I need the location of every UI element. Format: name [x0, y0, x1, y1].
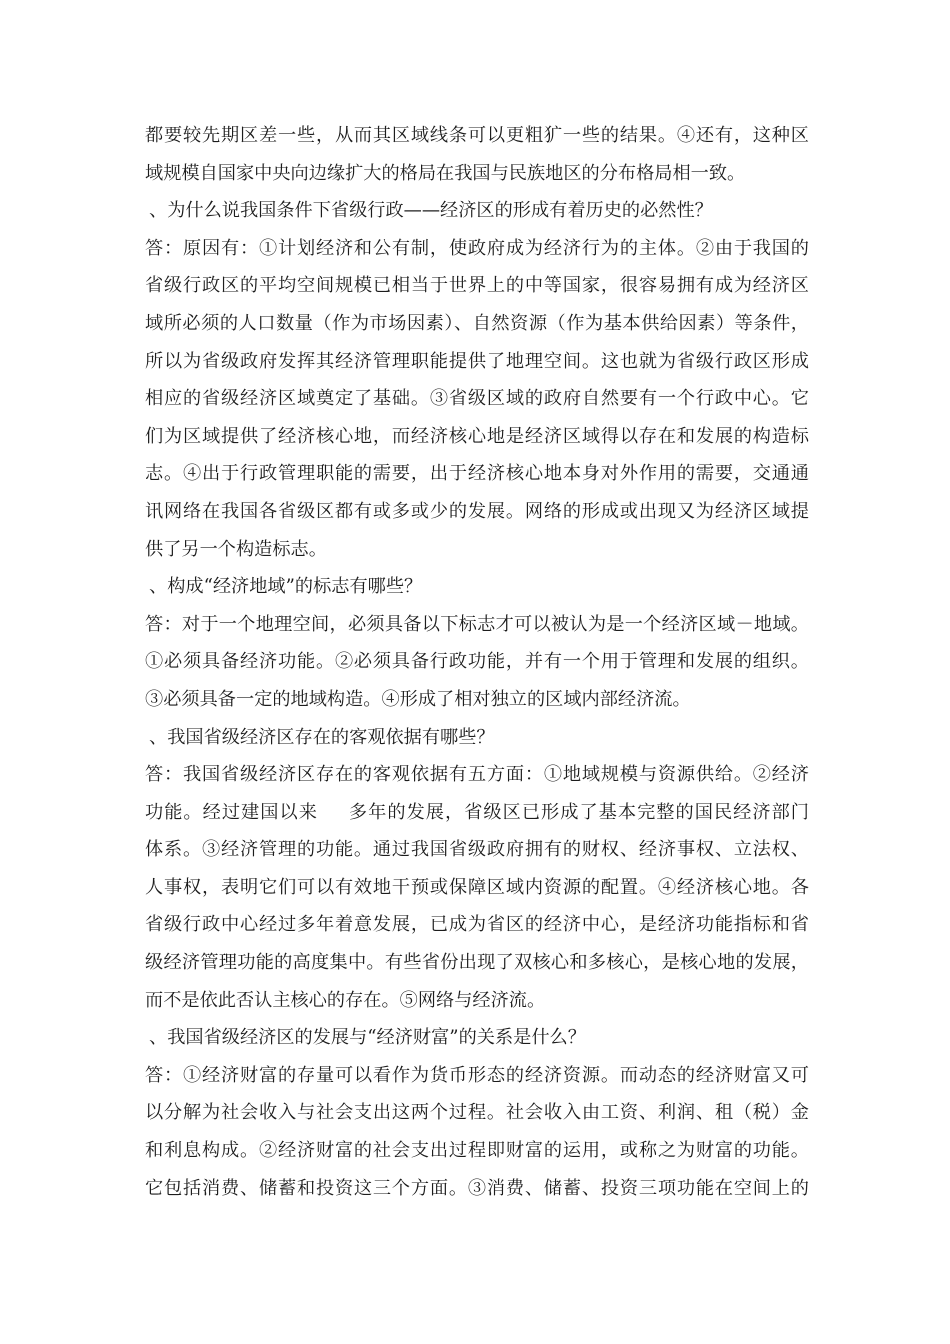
- body-text-line: 答：对于一个地理空间，必须具备以下标志才可以被认为是一个经济区域－地域。: [145, 613, 809, 635]
- question-heading: 、构成“经济地域”的标志有哪些？: [149, 576, 423, 598]
- body-text-line: 省级行政区的平均空间规模已相当于世界上的中等国家，很容易拥有成为经济区: [145, 275, 809, 297]
- body-text-line: 而不是依此否认主核心的存在。⑤网络与经济流。: [145, 989, 546, 1011]
- body-text-line: 省级行政中心经过多年着意发展，已成为省区的经济中心，是经济功能指标和省: [145, 914, 809, 936]
- body-text-line: 和利息构成。②经济财富的社会支出过程即财富的运用，或称之为财富的功能。: [145, 1140, 809, 1162]
- body-text-segment: 功能。经过建国以来: [145, 801, 318, 823]
- body-text-line: 都要较先期区差一些，从而其区域线条可以更粗犷一些的结果。④还有，这种区: [145, 125, 809, 146]
- body-text-line: 它包括消费、储蓄和投资这三个方面。③消费、储蓄、投资三项功能在空间上的: [145, 1177, 809, 1199]
- body-text-line: 答：①经济财富的存量可以看作为货币形态的经济资源。而动态的经济财富又可: [145, 1064, 809, 1086]
- body-text-line: 志。④出于行政管理职能的需要，出于经济核心地本身对外作用的需要，交通通: [145, 463, 809, 485]
- body-text-line: 以分解为社会收入与社会支出这两个过程。社会收入由工资、利润、租（税）金: [145, 1102, 809, 1124]
- body-text-line: 域所必须的人口数量（作为市场因素）、自然资源（作为基本供给因素）等条件，: [145, 312, 809, 334]
- body-text-line: [145, 794, 809, 832]
- body-text-segment: 多年的发展，省级区已形成了基本完整的国民经济部门: [347, 801, 809, 823]
- question-heading: 、我国省级经济区的发展与“经济财富”的关系是什么？: [149, 1027, 586, 1049]
- body-text-line: 域规模自国家中央向边缘扩大的格局在我国与民族地区的分布格局相一致。: [145, 162, 746, 184]
- question-heading: 、我国省级经济区存在的客观依据有哪些？: [149, 726, 495, 748]
- body-text-line: ①必须具备经济功能。②必须具备行政功能，并有一个用于管理和发展的组织。: [145, 651, 809, 673]
- body-text-line: 所以为省级政府发挥其经济管理职能提供了地理空间。这也就为省级行政区形成: [145, 350, 809, 372]
- question-heading: 、为什么说我国条件下省级行政——经济区的形成有着历史的必然性？: [149, 200, 713, 222]
- body-text-line: 级经济管理功能的高度集中。有些省份出现了双核心和多核心，是核心地的发展，: [145, 952, 809, 974]
- body-text-line: 供了另一个构造标志。: [145, 538, 327, 560]
- body-text-line: 们为区域提供了经济核心地，而经济核心地是经济区域得以存在和发展的构造标: [145, 425, 809, 447]
- document-body: [145, 117, 809, 1207]
- body-text-line: 体系。③经济管理的功能。通过我国省级政府拥有的财权、经济事权、立法权、: [145, 839, 809, 861]
- body-text-line: ③必须具备一定的地域构造。④形成了相对独立的区域内部经济流。: [145, 688, 691, 710]
- body-text-line: 答：原因有：①计划经济和公有制，使政府成为经济行为的主体。②由于我国的: [145, 237, 809, 259]
- body-text-line: 相应的省级经济区域奠定了基础。③省级区域的政府自然要有一个行政中心。它: [145, 388, 809, 410]
- body-text-line: 答：我国省级经济区存在的客观依据有五方面：①地域规模与资源供给。②经济: [145, 764, 809, 786]
- body-text-line: 人事权，表明它们可以有效地干预或保障区域内资源的配置。④经济核心地。各: [145, 876, 809, 898]
- body-text-line: 讯网络在我国各省级区都有或多或少的发展。网络的形成或出现又为经济区域提: [145, 500, 809, 522]
